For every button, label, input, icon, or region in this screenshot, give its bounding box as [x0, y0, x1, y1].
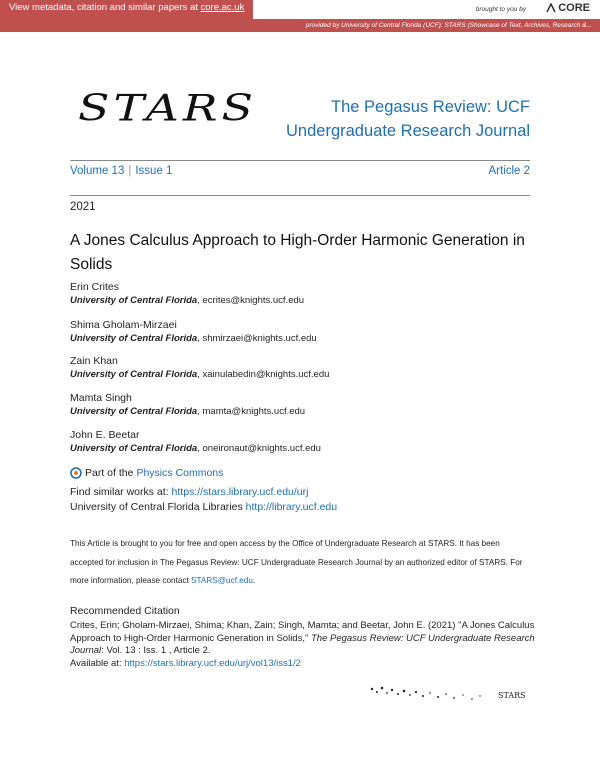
issue-bar	[70, 160, 530, 196]
library-line	[70, 501, 337, 513]
part-of-label: Part of the	[85, 467, 134, 479]
stars-footer-logo	[368, 684, 530, 704]
journal-title[interactable]: The Pegasus Review: UCF Undergraduate Research Journal	[286, 98, 530, 140]
available-label: Available at:	[70, 657, 125, 669]
separator: |	[128, 165, 132, 177]
publication-year: 2021	[70, 201, 96, 213]
core-metadata-link[interactable]: View metadata, citation and similar papers at core.ac.uk	[0, 0, 253, 20]
author-affiliation: University of Central Florida	[70, 443, 198, 454]
similar-works-link[interactable]: https://stars.library.ucf.edu/urj	[171, 486, 309, 498]
author-name: Mamta Singh	[70, 392, 132, 404]
library-label: University of Central Florida Libraries	[70, 501, 246, 513]
author-name: John E. Beetar	[70, 429, 140, 441]
brought-to-you-by: brought to you by	[475, 6, 526, 13]
part-of-line	[70, 467, 223, 479]
paper-title: A Jones Calculus Approach to High-Order Harmonic Generation in Solids	[70, 232, 525, 273]
author-entry	[70, 392, 305, 418]
issue-link[interactable]: Issue 1	[135, 165, 173, 177]
contact-email-link[interactable]: STARS@ucf.edu	[191, 576, 253, 585]
network-icon	[70, 467, 82, 479]
author-entry	[70, 355, 329, 381]
citation-url-link[interactable]: https://stars.library.ucf.edu/urj/vol13/iss1/2	[124, 657, 301, 669]
core-banner	[0, 0, 600, 34]
core-logo[interactable]: CORE	[546, 2, 590, 14]
author-name: Shima Gholam-Mirzaei	[70, 319, 177, 331]
volume-link[interactable]: Volume 13	[70, 165, 125, 177]
provided-by-banner[interactable]: provided by University of Central Florida (UCF): STARS (Showcase of Text, Archives, Research &...	[0, 19, 600, 32]
author-entry	[70, 429, 321, 455]
access-statement: This Article is brought to you for free and open access by the Office of Undergraduate Research at STARS. It has been accepted for inclusion in The Pegasus Review: UCF Undergraduate Research Journal by an authorized editor of STARS. For more information, please contact STARS@ucf.edu.	[70, 539, 523, 585]
library-link[interactable]: http://library.ucf.edu	[245, 501, 338, 513]
citation-text: Crites, Erin; Gholam-Mirzaei, Shima; Khan, Zain; Singh, Mamta; and Beetar, John E. (2021) "A Jones Calculus Approach to High-Order Harmonic Generation in Solids," The Pegasus Review: UCF Undergraduate Research Journal: Vol. 13 : Iss. 1 , Article 2. Available at: https://stars.library.ucf.edu/urj/vol13/iss1/2	[70, 620, 535, 669]
citation-journal: The Pegasus Review: UCF Undergraduate Research Journal	[70, 632, 535, 656]
author-entry	[70, 281, 304, 307]
stars-logo: STARS	[78, 86, 258, 130]
author-affiliation: University of Central Florida	[70, 406, 198, 417]
author-affiliation: University of Central Florida	[70, 333, 198, 344]
author-name: Zain Khan	[70, 355, 118, 367]
author-affiliation: University of Central Florida	[70, 369, 198, 380]
author-name: Erin Crites	[70, 281, 120, 293]
author-email: , oneironaut@knights.ucf.edu	[197, 443, 321, 454]
author-affiliation: University of Central Florida	[70, 295, 198, 306]
similar-works-label: Find similar works at:	[70, 486, 172, 498]
similar-works-line	[70, 486, 308, 498]
author-email: , shmirzaei@knights.ucf.edu	[197, 333, 317, 344]
physics-commons-link[interactable]: Physics Commons	[136, 467, 224, 479]
citation-heading: Recommended Citation	[70, 605, 180, 617]
author-email: , xainulabedin@knights.ucf.edu	[197, 369, 330, 380]
author-entry	[70, 319, 317, 345]
article-link[interactable]: Article 2	[488, 165, 530, 177]
author-email: , ecrites@knights.ucf.edu	[197, 295, 305, 306]
author-email: , mamta@knights.ucf.edu	[197, 406, 306, 417]
core-icon	[546, 3, 556, 13]
svg-text:STARS: STARS	[498, 691, 526, 700]
